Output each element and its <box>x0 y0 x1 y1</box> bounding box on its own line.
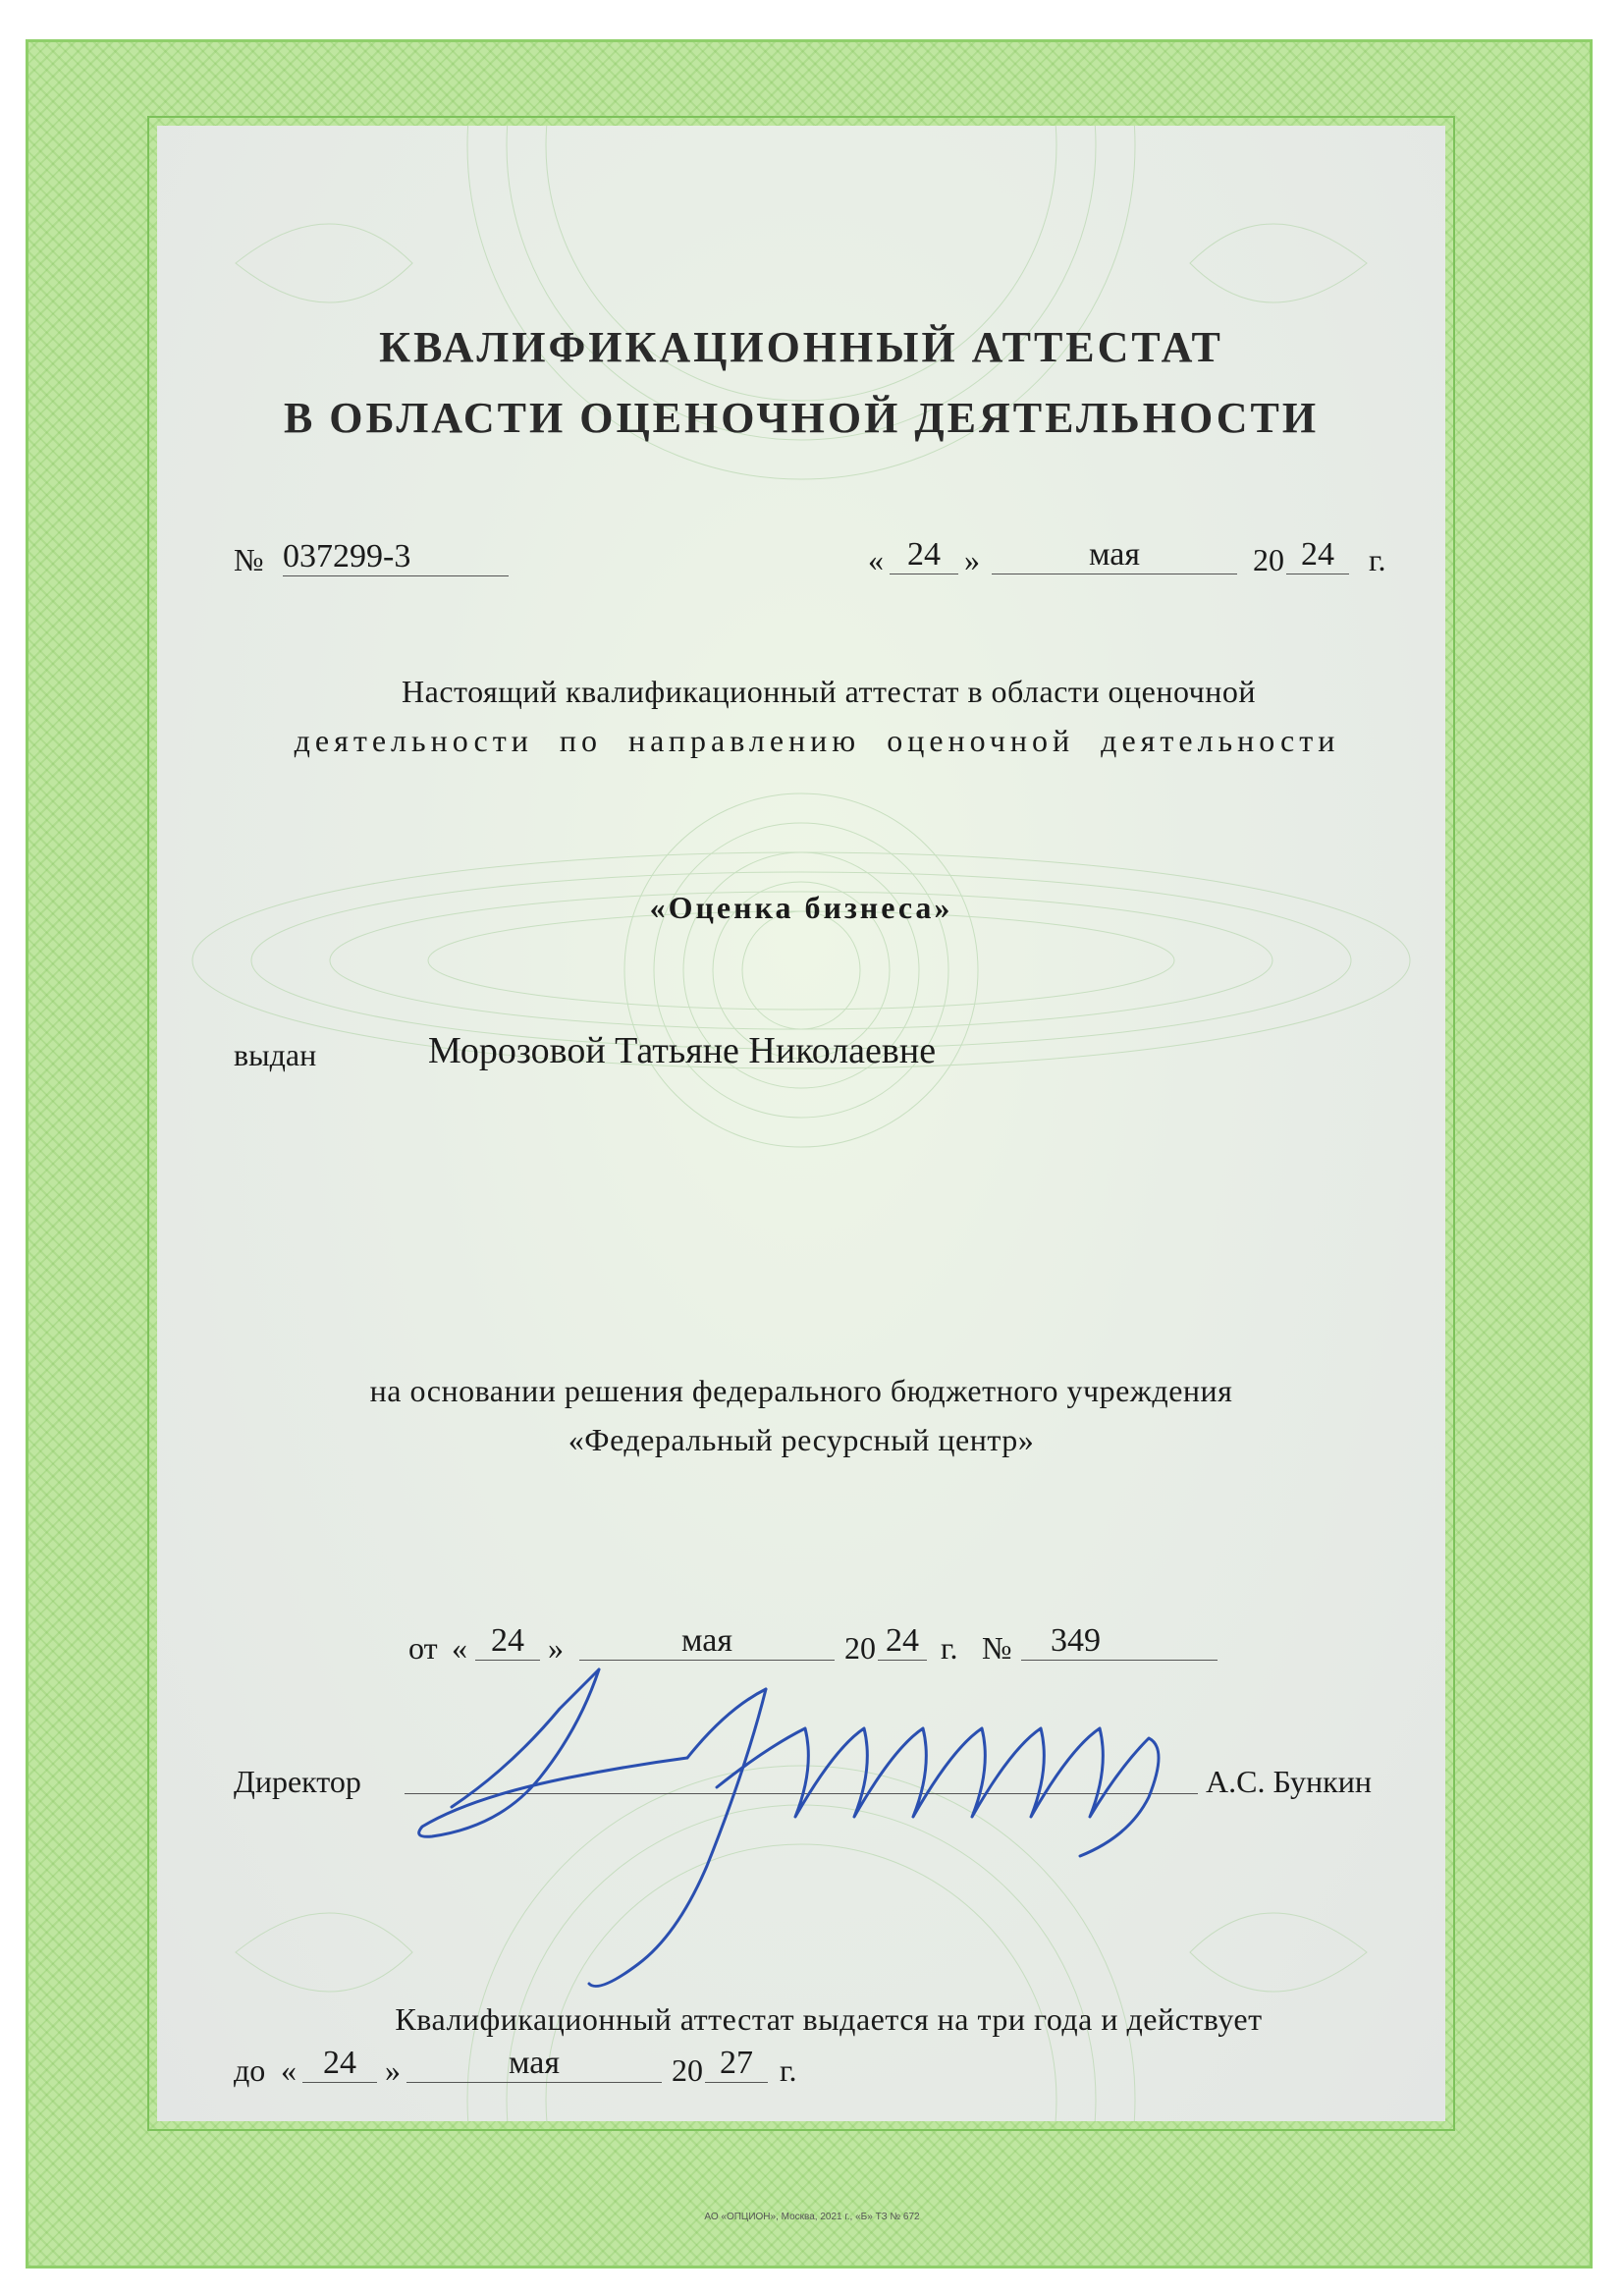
issue-date-month: мая <box>992 536 1237 574</box>
valid-until-month: мая <box>406 2045 662 2083</box>
issue-date-year-unit: г. <box>1369 542 1386 577</box>
basis-line-2: «Федеральный ресурсный центр» <box>568 1422 1035 1457</box>
assessment-direction: «Оценка бизнеса» <box>649 890 953 925</box>
intro-line-1: Настоящий квалификационный аттестат в области оценочной <box>402 674 1256 709</box>
valid-until-quote-open: « <box>281 2052 297 2088</box>
valid-until-label: до <box>234 2052 266 2088</box>
decision-day: 24 <box>475 1622 540 1661</box>
basis-line-1: на основании решения федерального бюджетного учреждения <box>369 1373 1233 1408</box>
decision-quote-open: « <box>452 1630 467 1666</box>
director-name: А.С. Бункин <box>1206 1764 1372 1799</box>
decision-month: мая <box>579 1622 835 1661</box>
decision-year-unit: г. <box>941 1630 958 1666</box>
validity-statement: Квалификационный аттестат выдается на три года и действует <box>395 2001 1263 2037</box>
decision-quote-close: » <box>548 1630 564 1666</box>
certificate-title-line2: В ОБЛАСТИ ОЦЕНОЧНОЙ ДЕЯТЕЛЬНОСТИ <box>283 394 1320 442</box>
issue-date-day: 24 <box>890 536 958 574</box>
issued-to-label: выдан <box>234 1037 317 1072</box>
decision-number: 349 <box>1021 1622 1218 1661</box>
valid-until-year-prefix: 20 <box>672 2052 703 2088</box>
printer-note: АО «ОПЦИОН», Москва, 2021 г., «Б» ТЗ № 672 <box>704 2212 920 2222</box>
issued-to-name: Морозовой Татьяне Николаевне <box>428 1030 937 1071</box>
issue-date-year-suffix: 24 <box>1286 536 1349 574</box>
director-signature <box>393 1650 1237 2003</box>
director-label: Директор <box>234 1764 361 1799</box>
valid-until-quote-close: » <box>385 2052 401 2088</box>
intro-line-2: деятельности по направлению оценочной деятельности <box>294 723 1340 758</box>
issue-date-year-prefix: 20 <box>1253 542 1284 577</box>
decision-number-label: № <box>982 1630 1012 1666</box>
certificate-title-line1: КВАЛИФИКАЦИОННЫЙ АТТЕСТАТ <box>379 323 1223 371</box>
valid-until-year-suffix: 27 <box>705 2045 768 2083</box>
decision-from-label: от <box>408 1630 438 1666</box>
valid-until-day: 24 <box>302 2045 377 2083</box>
certificate-number: 037299-3 <box>283 538 509 576</box>
issue-date-quote-close: » <box>964 542 980 577</box>
valid-until-year-unit: г. <box>780 2052 797 2088</box>
decision-year-suffix: 24 <box>878 1622 927 1661</box>
number-label: № <box>234 542 264 577</box>
issue-date-quote-open: « <box>868 542 884 577</box>
decision-year-prefix: 20 <box>844 1630 876 1666</box>
